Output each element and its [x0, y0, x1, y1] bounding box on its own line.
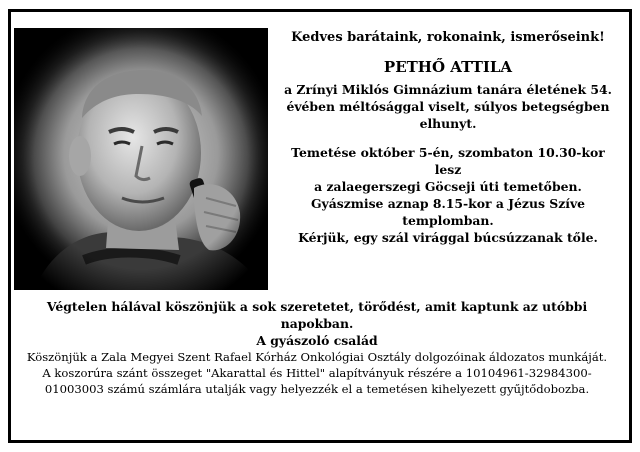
thanks-line: Végtelen hálával köszönjük a sok szeretetet, törődést, amit kaptunk az utóbbi napokban. [46, 299, 588, 331]
funeral-line: Temetése október 5-én, szombaton 10.30-kor lesz [291, 145, 605, 177]
deceased-name: PETHŐ ATTILA [383, 58, 513, 76]
funeral-details [280, 144, 616, 246]
footer-hospital-thanks: Köszönjük a Zala Megyei Szent Rafael Kórház Onkológiai Osztály dolgozóinak áldozatos munkáját. [26, 350, 608, 364]
notice-main-text [280, 30, 616, 246]
bio-text: a Zrínyi Miklós Gimnázium tanára életének 54. évében méltósággal viselt, súlyos betegségben elhunyt. [284, 82, 612, 131]
funeral-line: Gyászmise aznap 8.15-kor a Jézus Szíve [310, 196, 586, 211]
funeral-line: Kérjük, egy szál virággal búcsúzzanak tőle. [298, 230, 598, 245]
funeral-line: a zalaegerszegi Göcseji úti temetőben. [314, 179, 582, 194]
footer-donation-info: A koszorúra szánt összeget "Akarattal és Hittel" alapítványuk részére a 10104961-32984300-01003003 számú számlára utalják vagy helyezzék el a temetésen kihelyezett gyűjtődobozba. [42, 366, 592, 396]
portrait-photo [14, 28, 268, 290]
family-signature: A gyászoló család [256, 333, 378, 348]
footer-block [14, 349, 620, 397]
funeral-line: templomban. [402, 213, 494, 228]
greeting: Kedves barátaink, rokonaink, ismerőseink! [291, 30, 605, 45]
thanks-block [14, 298, 620, 349]
